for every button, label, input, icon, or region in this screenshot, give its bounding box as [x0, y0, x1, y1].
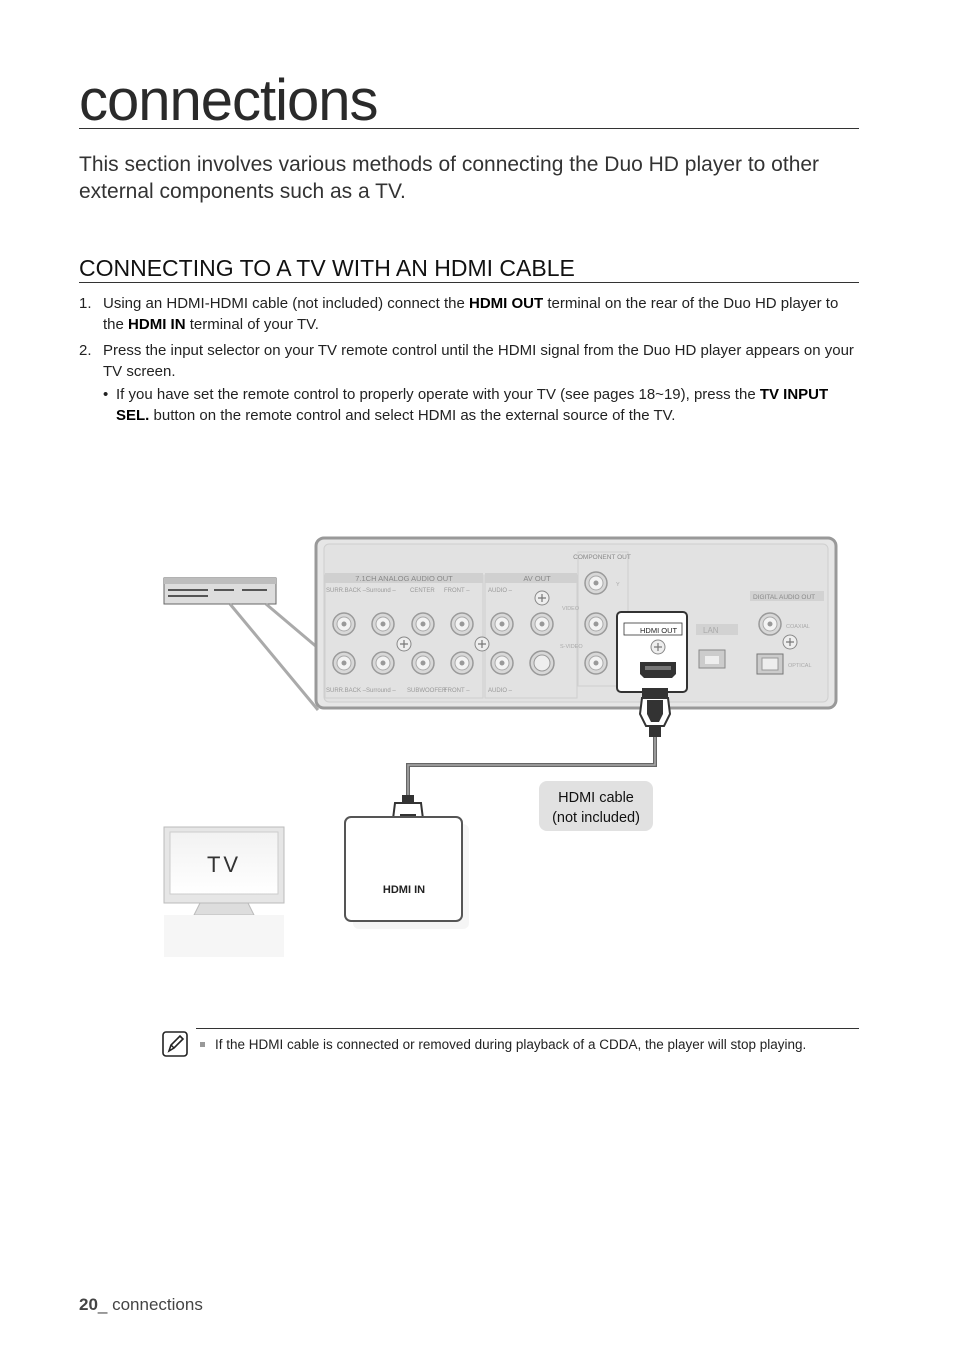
chapter-title: connections: [79, 68, 378, 133]
footer-text: _ connections: [97, 1295, 203, 1314]
page-number: 20: [79, 1295, 98, 1314]
port-label: FRONT –: [444, 588, 470, 594]
bullet-text: button on the remote control and select HDMI as the external source of the TV.: [149, 407, 676, 424]
bullet-dot: •: [103, 386, 109, 403]
coaxial-label: COAXIAL: [786, 624, 810, 630]
component-y-label: Y: [616, 582, 620, 588]
note-text: [200, 1037, 806, 1052]
port-label: CENTER: [410, 588, 435, 594]
tv-label: TV: [206, 852, 242, 877]
digital-group-label: DIGITAL AUDIO OUT: [753, 594, 816, 601]
page-footer: [79, 1295, 203, 1315]
port-label: Surround –: [366, 688, 396, 694]
step-text: Using an HDMI-HDMI cable (not included) connect the: [103, 295, 469, 312]
step-bold: HDMI IN: [128, 316, 186, 333]
hdmi-in-label: HDMI IN: [382, 884, 426, 896]
port-label: SUBWOOFER: [407, 688, 447, 694]
port-label: AUDIO –: [488, 688, 513, 694]
step-text: terminal of your TV.: [185, 316, 319, 333]
cable-label-line1: HDMI cable: [558, 790, 634, 806]
note-pencil-icon: [162, 1031, 188, 1057]
port-label: Surround –: [366, 588, 396, 594]
note-bullet: [200, 1042, 205, 1047]
connection-diagram: [150, 520, 850, 970]
step-1: [79, 293, 859, 335]
step-bold: HDMI OUT: [469, 295, 544, 312]
component-group-label: COMPONENT OUT: [573, 554, 631, 561]
hdmi-in-port: [345, 817, 469, 929]
port-label: AUDIO –: [488, 588, 513, 594]
port-label: SURR.BACK –: [326, 688, 367, 694]
hdmi-out-label: HDMI OUT: [640, 626, 678, 635]
port-label: SURR.BACK –: [326, 588, 367, 594]
step-number: 2.: [79, 342, 92, 359]
step-number: 1.: [79, 295, 92, 312]
bullet-bold: TV INPUT SEL.: [116, 386, 829, 424]
video-label: VIDEO: [562, 606, 580, 612]
steps-list: [79, 293, 859, 431]
section-title: CONNECTING TO A TV WITH AN HDMI CABLE: [79, 255, 575, 281]
step-2: [79, 340, 859, 426]
step-text: terminal on the rear of the Duo HD player to the: [103, 295, 839, 333]
step-text: Press the input selector on your TV remote control until the HDMI signal from the Duo HD player appears on your TV screen.: [103, 342, 854, 380]
lan-label: LAN: [703, 626, 719, 635]
optical-label: OPTICAL: [788, 663, 812, 669]
player-device-icon: [164, 578, 276, 604]
rear-panel: [316, 538, 836, 708]
intro-text: This section involves various methods of connecting the Duo HD player to other external components such as a TV.: [79, 153, 820, 203]
chapter-rule: [79, 128, 859, 129]
step-bullet: [103, 384, 859, 426]
tv-icon: [164, 827, 284, 957]
hdmi-out-port: [617, 612, 687, 692]
cable-label-line2: (not included): [552, 810, 640, 826]
bullet-text: If you have set the remote control to properly operate with your TV (see pages 18~19), press the: [116, 386, 760, 403]
svideo-label: S-VIDEO: [560, 644, 583, 650]
analog-group-label: 7.1CH ANALOG AUDIO OUT: [355, 574, 453, 583]
av-group-label: AV OUT: [523, 574, 551, 583]
section-rule: [79, 282, 859, 283]
port-label: FRONT –: [444, 688, 470, 694]
note-rule: [196, 1028, 859, 1029]
hdmi-cable-label: [539, 781, 653, 831]
note-body: If the HDMI cable is connected or removed during playback of a CDDA, the player will stop playing.: [215, 1037, 807, 1052]
